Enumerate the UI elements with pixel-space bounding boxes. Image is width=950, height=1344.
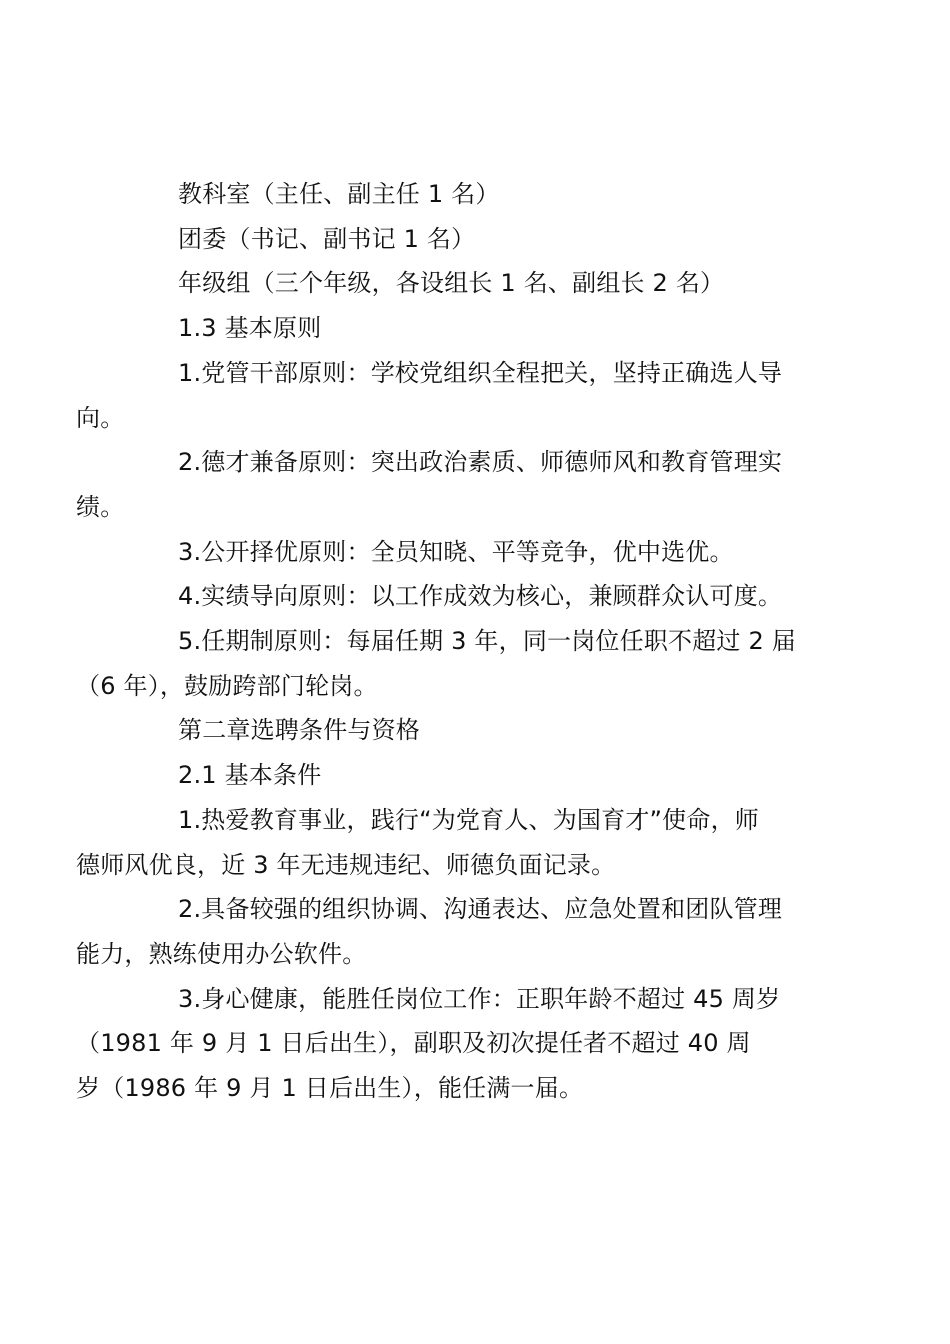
principle-item-3 bbox=[127, 530, 833, 575]
paragraph-line: 1.热爱教育事业，践行“为党育人、为国育才”使命，师 bbox=[178, 805, 759, 834]
condition-item-2 bbox=[76, 887, 833, 976]
paragraph-nianjizu bbox=[127, 261, 833, 306]
principle-item-5 bbox=[76, 619, 833, 708]
paragraph-line: （6 年），鼓励跨部门轮岗。 bbox=[76, 671, 378, 700]
paragraph-line: 1.3 基本原则 bbox=[178, 314, 322, 343]
paragraph-line: 5.任期制原则：每届任期 3 年，同一岗位任职不超过 2 届 bbox=[178, 627, 796, 656]
paragraph-line: 教科室（主任、副主任 1 名） bbox=[178, 180, 500, 208]
paragraph-line: 3.身心健康，能胜任岗位工作：正职年龄不超过 45 周岁 bbox=[178, 984, 781, 1013]
paragraph-line: （1981 年 9 月 1 日后出生），副职及初次提任者不超过 40 周 bbox=[76, 1029, 751, 1058]
paragraph-line: 2.具备较强的组织协调、沟通表达、应急处置和团队管理 bbox=[178, 895, 783, 924]
paragraph-line: 2.德才兼备原则：突出政治素质、师德师风和教育管理实 bbox=[178, 448, 783, 477]
paragraph-line: 能力，熟练使用办公软件。 bbox=[76, 939, 367, 968]
chapter-heading-2 bbox=[127, 708, 833, 753]
paragraph-line: 团委（书记、副书记 1 名） bbox=[178, 224, 476, 253]
document-body bbox=[76, 172, 833, 1111]
paragraph-line: 第二章选聘条件与资格 bbox=[178, 716, 420, 745]
paragraph-jiaokeshi bbox=[127, 172, 833, 217]
paragraph-line: 1.党管干部原则：学校党组织全程把关，坚持正确选人导 bbox=[178, 358, 783, 387]
principle-item-4 bbox=[127, 574, 833, 619]
paragraph-line: 4.实绩导向原则：以工作成效为核心，兼顾群众认可度。 bbox=[178, 582, 783, 611]
paragraph-line: 3.公开择优原则：全员知晓、平等竞争，优中选优。 bbox=[178, 537, 734, 566]
paragraph-line: 2.1 基本条件 bbox=[178, 761, 322, 790]
principle-item-1 bbox=[76, 351, 833, 440]
section-heading-2-1 bbox=[127, 753, 833, 798]
section-heading-1-3 bbox=[127, 306, 833, 351]
paragraph-line: 年级组（三个年级，各设组长 1 名、副组长 2 名） bbox=[178, 269, 725, 298]
paragraph-tuanwei bbox=[127, 217, 833, 262]
condition-item-3 bbox=[76, 977, 833, 1111]
paragraph-line: 绩。 bbox=[76, 492, 125, 521]
condition-item-1 bbox=[76, 798, 833, 887]
principle-item-2 bbox=[76, 440, 833, 529]
paragraph-line: 岁（1986 年 9 月 1 日后出生），能任满一届。 bbox=[76, 1074, 584, 1103]
paragraph-line: 德师风优良，近 3 年无违规违纪、师德负面记录。 bbox=[76, 850, 616, 879]
paragraph-line: 向。 bbox=[76, 403, 125, 432]
